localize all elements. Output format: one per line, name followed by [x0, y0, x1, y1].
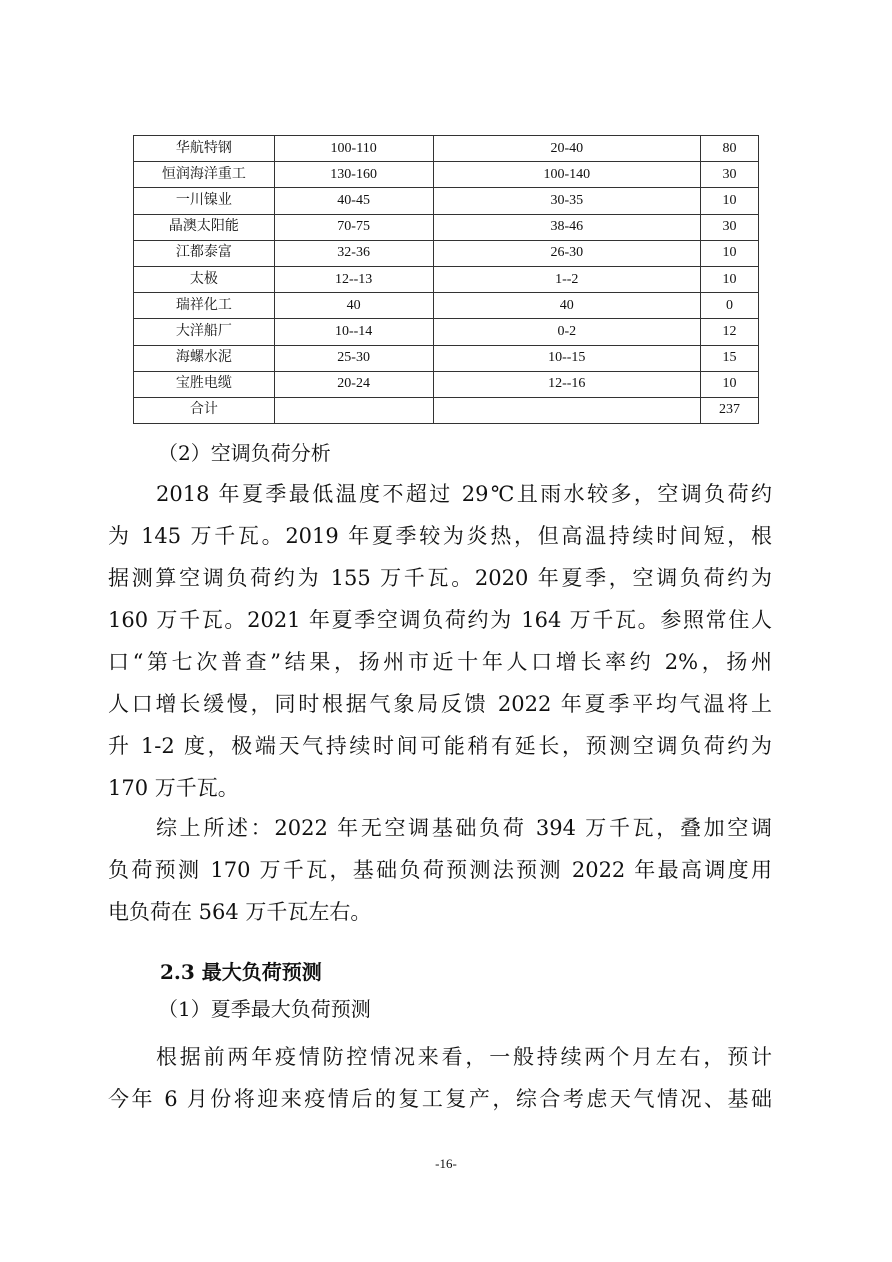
table-cell: 12: [701, 319, 759, 345]
table-cell: 40: [274, 293, 433, 319]
table-row: [134, 371, 759, 397]
paragraph-line: 人口增长缓慢，同时根据气象局反馈 2022 年夏季平均气温将上: [108, 692, 772, 716]
paragraph-line: 160 万千瓦。2021 年夏季空调负荷约为 164 万千瓦。参照常住人: [108, 608, 772, 632]
table-cell: 10--14: [274, 319, 433, 345]
table-cell: 10--15: [433, 345, 701, 371]
paragraph-line: 综上所述：2022 年无空调基础负荷 394 万千瓦，叠加空调: [156, 816, 772, 840]
paragraph-line: 今年 6 月份将迎来疫情后的复工复产，综合考虑天气情况、基础: [108, 1087, 772, 1111]
table-cell: 38-46: [433, 214, 701, 240]
table-cell: 10: [701, 240, 759, 266]
table-cell: 宝胜电缆: [134, 371, 275, 397]
table-cell: 0: [701, 293, 759, 319]
table-cell: 太极: [134, 266, 275, 292]
table-cell: 合计: [134, 397, 275, 423]
table-cell: 26-30: [433, 240, 701, 266]
table-cell: 25-30: [274, 345, 433, 371]
table-cell: 0-2: [433, 319, 701, 345]
table-cell: 80: [701, 136, 759, 162]
table-cell: 1--2: [433, 266, 701, 292]
table-cell: 20-40: [433, 136, 701, 162]
table-row: [134, 397, 759, 423]
table-row: [134, 188, 759, 214]
page-number: -16-: [435, 1156, 457, 1171]
table-cell: 恒润海洋重工: [134, 162, 275, 188]
table-cell: 70-75: [274, 214, 433, 240]
table-cell: 20-24: [274, 371, 433, 397]
table-cell: 晶澳太阳能: [134, 214, 275, 240]
table-cell: 12--13: [274, 266, 433, 292]
table-cell: 大洋船厂: [134, 319, 275, 345]
table-cell: 237: [701, 397, 759, 423]
table-row: [134, 319, 759, 345]
table-cell: 10: [701, 371, 759, 397]
table-row: [134, 345, 759, 371]
load-table: [133, 135, 759, 424]
table-cell: 海螺水泥: [134, 345, 275, 371]
table-cell: 100-140: [433, 162, 701, 188]
table-cell: 30: [701, 162, 759, 188]
table-row: [134, 293, 759, 319]
load-table-body: [134, 136, 759, 424]
paragraph-ac-load: [108, 473, 772, 809]
paragraph-line: 170 万千瓦。: [108, 776, 239, 800]
paragraph-line: 负荷预测 170 万千瓦，基础负荷预测法预测 2022 年最高调度用: [108, 858, 772, 882]
table-cell: 10: [701, 188, 759, 214]
table-cell: 江都泰富: [134, 240, 275, 266]
table-cell: 15: [701, 345, 759, 371]
paragraph-line: 为 145 万千瓦。2019 年夏季较为炎热，但高温持续时间短，根: [108, 524, 772, 548]
table-cell: 10: [701, 266, 759, 292]
table-cell: 40: [433, 293, 701, 319]
table-cell: 30: [701, 214, 759, 240]
table-cell: 130-160: [274, 162, 433, 188]
paragraph-line: 据测算空调负荷约为 155 万千瓦。2020 年夏季，空调负荷约为: [108, 566, 772, 590]
paragraph-summary: [108, 807, 772, 933]
paragraph-line: 电负荷在 564 万千瓦左右。: [108, 900, 372, 924]
paragraph-line: 根据前两年疫情防控情况来看，一般持续两个月左右，预计: [156, 1045, 772, 1069]
table-cell: 100-110: [274, 136, 433, 162]
table-cell: [274, 397, 433, 423]
section-heading: 2.3 最大负荷预测: [160, 960, 322, 984]
heading-ac-load: （2）空调负荷分析: [158, 441, 331, 465]
table-cell: 华航特钢: [134, 136, 275, 162]
table-row: [134, 266, 759, 292]
table-row: [134, 162, 759, 188]
table-cell: [433, 397, 701, 423]
table-row: [134, 136, 759, 162]
table-cell: 一川镍业: [134, 188, 275, 214]
table-row: [134, 214, 759, 240]
table-cell: 30-35: [433, 188, 701, 214]
table-cell: 40-45: [274, 188, 433, 214]
paragraph-line: 2018 年夏季最低温度不超过 29℃且雨水较多，空调负荷约: [156, 482, 772, 506]
paragraph-line: 升 1-2 度，极端天气持续时间可能稍有延长，预测空调负荷约为: [108, 734, 772, 758]
table-cell: 12--16: [433, 371, 701, 397]
paragraph-forecast: [108, 1036, 772, 1120]
table-row: [134, 240, 759, 266]
table-cell: 瑞祥化工: [134, 293, 275, 319]
heading-summer-forecast: （1）夏季最大负荷预测: [158, 997, 371, 1021]
paragraph-line: 口“第七次普查”结果，扬州市近十年人口增长率约 2%，扬州: [108, 650, 772, 674]
table-cell: 32-36: [274, 240, 433, 266]
